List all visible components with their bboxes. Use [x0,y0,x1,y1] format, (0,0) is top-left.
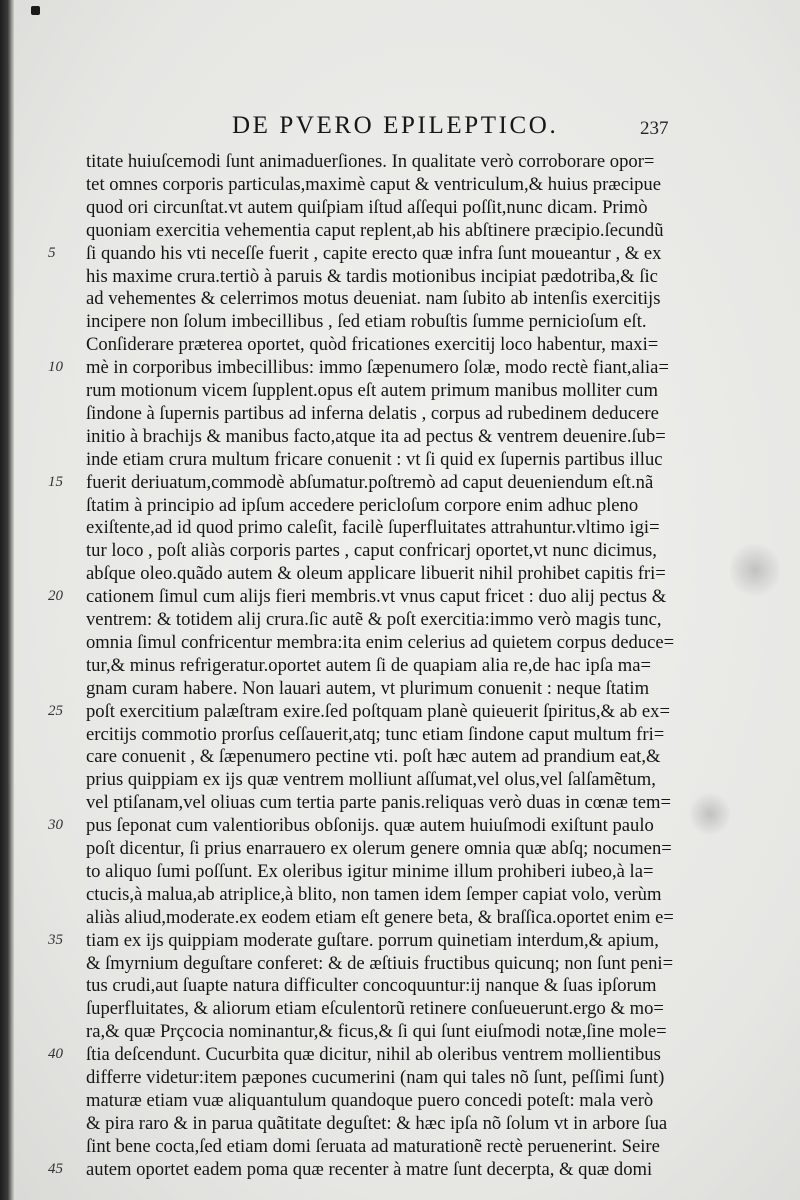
line-text: & pira raro & in parua quãtitate deguſtet: & hæc ipſa nõ ſolum vt in arbore ſua [86,1112,668,1134]
line-number: 15 [48,473,63,490]
line-number: 5 [48,244,56,261]
line-text: ſuperfluitates, & aliorum etiam eſculentorũ retinere conſueuerunt.ergo & mo= [86,998,664,1020]
line-number: 40 [48,1046,63,1063]
text-line [86,883,686,907]
text-line [86,1066,686,1090]
line-text: & ſmyrnium deguſtare conferet: & de æſtiuis fructibus quicunq; non ſunt peni= [86,952,674,974]
text-line [86,287,686,311]
line-text: tiam ex ijs quippiam moderate guſtare. porrum quinetiam interdum,& apium, [86,929,659,951]
line-text: fuerit deriuatum,commodè abſumatur.poſtremò ad caput deueniendum eſt.nã [86,471,654,493]
line-text: quoniam exercitia vehementia caput replent,ab his abſtinere præcipio.ſecundũ [86,219,664,241]
line-number: 10 [48,359,63,376]
text-line [86,539,686,563]
text-line [48,700,686,724]
line-text: incipere non ſolum imbecillibus , ſed etiam robuſtis ſumme pernicioſum eſt. [86,311,647,333]
text-line [48,1043,686,1067]
text-line [86,150,686,174]
text-line [86,425,686,449]
ink-mark [31,6,40,15]
line-text: ſtia deſcendunt. Cucurbita quæ dicitur, nihil ab oleribus ventrem mollientibus [86,1044,661,1066]
line-text: ſint bene cocta,ſed etiam domi ſeruata ad maturationẽ rectè peruenerint. Seire [86,1135,660,1157]
text-line [86,860,686,884]
text-line [86,1112,686,1136]
text-line [86,494,686,518]
text-line [48,1158,686,1182]
line-text: ercitijs commotio prorſus ceſſauerit,atq; tunc etiam ſindone caput multum fri= [86,723,665,745]
running-title: DE PVERO EPILEPTICO. [232,112,559,139]
text-line [86,1089,686,1113]
page-binding-edge [0,0,14,1200]
line-text: rum motionum vicem ſupplent.opus eſt autem primum manibus molliter cum [86,380,658,401]
line-text: his maxime crura.tertiò à paruis & tardis motionibus incipiat pædotriba,& ſic [86,265,658,287]
text-line [86,379,686,403]
line-text: ſindone à ſupernis partibus ad inferna delatis , corpus ad rubedinem deducere [86,402,659,424]
line-text: omnia ſimul confricentur membra:ita enim celerius ad quietem corpus deduce= [86,631,675,653]
text-line [86,310,686,334]
text-line [48,585,686,609]
text-line [48,242,686,266]
line-text: differre videtur:item pæpones cucumerini (nam qui tales nõ ſunt, peſſimi ſunt) [86,1067,665,1088]
line-text: maturæ etiam vuæ aliquantulum quandoque puero concedi poteſt: mala verò [86,1089,654,1111]
text-line [86,1020,686,1044]
text-line [86,906,686,930]
line-text: mè in corporibus imbecillibus: immo ſæpenumero ſolæ, modo rectè fiant,alia= [86,357,669,379]
line-text: autem oportet eadem poma quæ recenter à matre ſunt decerpta, & quæ domi [86,1158,653,1180]
text-line [86,402,686,426]
text-line [86,173,686,197]
line-text: quod ori circunſtat.vt autem quiſpiam iſtud aſſequi poſſit,nunc dicam. Primò [86,196,648,218]
line-number: 30 [48,817,63,834]
line-text: ad vehementes & celerrimos motus deueniat. nam ſubito ab intenſis exercitijs [86,288,661,310]
line-text: exiſtente,ad id quod primo caleſit, facilè ſuperfluitates attrahuntur.vltimo igi= [86,517,660,539]
line-text: poſt exercitium palæſtram exire.ſed poſtquam planè quieuerit ſpiritus,& ab ex= [86,700,670,722]
paper-stain [690,790,730,838]
text-line [86,631,686,655]
line-number: 20 [48,588,63,605]
text-line [86,219,686,243]
text-line [86,768,686,792]
text-line [86,562,686,586]
text-line [86,952,686,976]
line-text: ſtatim à principio ad ipſum accedere pericloſum corpore enim adhuc pleno [86,494,639,516]
line-number: 25 [48,702,63,719]
text-line [86,1135,686,1159]
text-line [86,974,686,998]
line-text: ventrem: & totidem alij crura.ſic autẽ & poſt exercitia:immo verò magis tunc, [86,609,662,630]
line-text: poſt dicentur, ſi prius enarrauero ex olerum genere omnia quæ abſq; nocumen= [86,838,672,859]
line-text: ctucis,à malua,ab atriplice,à blito, non tamen idem ſemper capiat volo, verùm [86,883,662,905]
paper-stain [730,540,780,600]
line-text: aliàs aliud,moderate.ex eodem etiam eſt genere beta, & braſſica.oportet enim e= [86,906,674,928]
text-line [86,448,686,472]
line-number: 35 [48,931,63,948]
line-text: prius quippiam ex ijs quæ ventrem molliunt aſſumat,vel olus,vel ſalſamẽtum, [86,769,656,791]
line-text: initio à brachijs & manibus facto,atque ita ad pectus & ventrem deuenire.ſub= [86,425,666,447]
line-text: care conuenit , & ſæpenumero pectine vti. poſt hæc autem ad prandium eat,& [86,746,661,768]
text-line [48,814,686,838]
line-text: titate huiuſcemodi ſunt animaduerſiones. In qualitate verò corroborare opor= [86,151,655,172]
line-text: tur,& minus refrigeratur.oportet autem ſi de quapiam alia re,de hac ipſa ma= [86,654,652,676]
line-text: tus crudi,aut ſuapte natura difficulter concoquuntur:ij nanque & ſuas ipſorum [86,975,657,997]
text-line [48,356,686,380]
text-line [86,677,686,701]
text-line [86,997,686,1021]
line-text: pus ſeponat cum valentioribus obſonijs. quæ autem huiuſmodi exiſtunt paulo [86,815,654,837]
line-text: abſque oleo.quãdo autem & oleum applicare libuerit nihil prohibet capitis fri= [86,563,666,585]
line-text: vel ptiſanam,vel oliuas cum tertia parte panis.reliquas verò duas in cœnæ tem= [86,792,671,814]
text-line [86,745,686,769]
line-text: ſi quando his vti neceſſe fuerit , capite erecto quæ infra ſunt moueantur , & ex [86,242,662,264]
line-text: gnam curam habere. Non lauari autem, vt plurimum conuenit : neque ſtatim [86,677,650,699]
text-line [86,265,686,289]
page-number: 237 [640,118,669,139]
text-line [86,654,686,678]
text-line [86,723,686,747]
line-text: inde etiam crura multum fricare conuenit : vt ſi quid ex ſupernis partibus illuc [86,448,663,470]
text-line [86,196,686,220]
text-line [86,333,686,357]
line-text: Conſiderare præterea oportet, quòd fricationes exercitij loco habentur, maxi= [86,334,659,356]
line-text: tur loco , poſt aliàs corporis partes , caput confricarj oportet,vt nunc dicimus, [86,540,657,562]
text-line [48,929,686,953]
text-line [86,791,686,815]
text-line [86,516,686,540]
text-line [48,471,686,495]
text-line [86,837,686,861]
text-line [86,608,686,632]
line-text: cationem ſimul cum alijs fieri membris.vt vnus caput fricet : duo alij pectus & [86,586,667,608]
line-text: tet omnes corporis particulas,maximè caput & ventriculum,& huius præcipue [86,173,662,195]
page-header [0,108,800,148]
line-number: 45 [48,1160,63,1177]
line-text: to aliquo ſumi poſſunt. Ex oleribus igitur minime illum prohiberi iubeo,à la= [86,860,654,882]
line-text: ra,& quæ Prçcocia nominantur,& ficus,& ſi qui ſunt eiuſmodi notæ,ſine mole= [86,1021,667,1043]
